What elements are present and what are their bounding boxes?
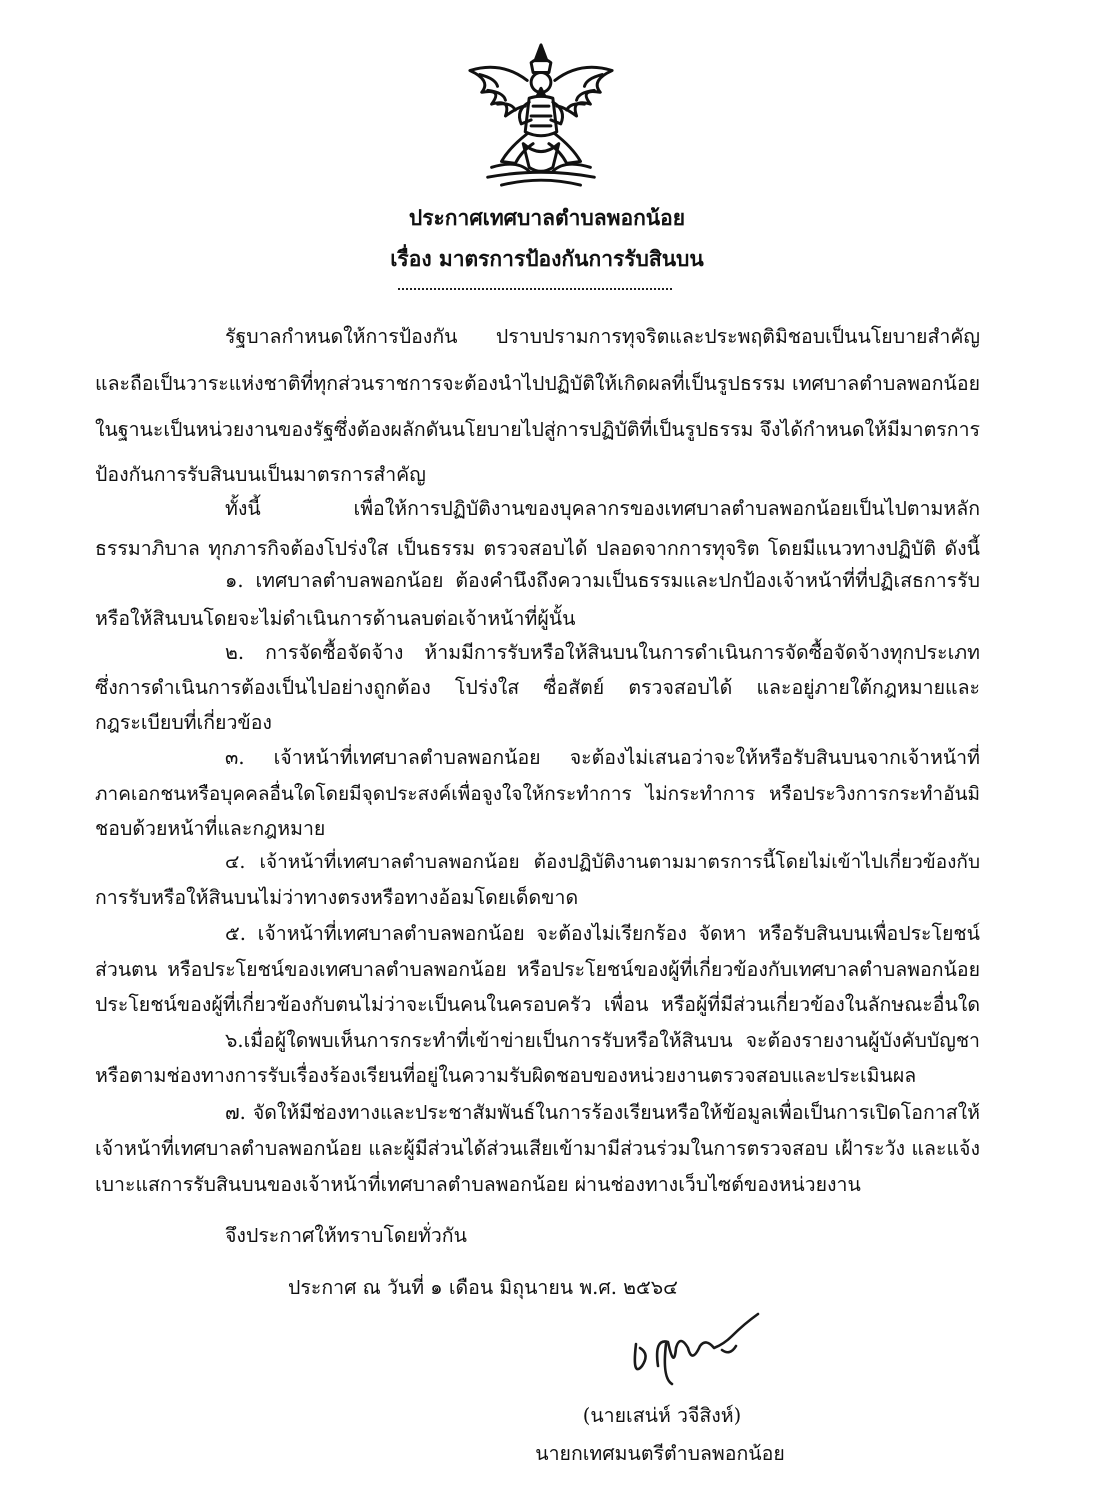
body-line: ทั้งนี้ เพื่อให้การปฏิบัติงานของบุคลากรของเทศบาลตำบลพอกน้อยเป็นไปตามหลัก: [225, 497, 980, 520]
list-item-5: ๕. เจ้าหน้าที่เทศบาลตำบลพอกน้อย จะต้องไม่เรียกร้อง จัดหา หรือรับสินบนเพื่อประโยชน์: [225, 922, 980, 945]
body-line: กฎระเบียบที่เกี่ยวข้อง: [95, 711, 272, 734]
list-item-6: ๖.เมื่อผู้ใดพบเห็นการกระทำที่เข้าข่ายเป็นการรับหรือให้สินบน จะต้องรายงานผู้บังคับบัญชา: [225, 1029, 980, 1052]
announcement-subject: เรื่อง มาตรการป้องกันการรับสินบน: [390, 246, 704, 271]
handwritten-signature: [628, 1308, 763, 1388]
body-line: ซึ่งการดำเนินการต้องเป็นไปอย่างถูกต้อง โปร่งใส ซื่อสัตย์ ตรวจสอบได้ และอยู่ภายใต้กฎหมายและ: [95, 676, 980, 699]
body-line: ธรรมาภิบาล ทุกภารกิจต้องโปร่งใส เป็นธรรม ตรวจสอบได้ ปลอดจากการทุจริต โดยมีแนวทางปฏิบัติ ดังนี้: [95, 537, 980, 560]
announcement-title: ประกาศเทศบาลตำบลพอกน้อย: [408, 205, 686, 230]
list-item-1: ๑. เทศบาลตำบลพอกน้อย ต้องคำนึงถึงความเป็นธรรมและปกป้องเจ้าหน้าที่ที่ปฏิเสธการรับ: [225, 569, 980, 592]
body-line: ส่วนตน หรือประโยชน์ของเทศบาลตำบลพอกน้อย หรือประโยชน์ของผู้ที่เกี่ยวข้องกับเทศบาลตำบลพอกน้อย: [95, 958, 980, 981]
body-line: เบาะแสการรับสินบนของเจ้าหน้าที่เทศบาลตำบลพอกน้อย ผ่านช่องทางเว็บไซต์ของหน่วยงาน: [95, 1173, 861, 1196]
garuda-emblem-icon: [462, 40, 620, 190]
announce-date: ประกาศ ณ วันที่ ๑ เดือน มิถุนายน พ.ศ. ๒๕๖๔: [288, 1276, 678, 1299]
body-line: ป้องกันการรับสินบนเป็นมาตรการสำคัญ: [95, 463, 426, 486]
body-line: ในฐานะเป็นหน่วยงานของรัฐซึ่งต้องผลักดันนโยบายไปสู่การปฏิบัติที่เป็นรูปธรรม จึงได้กำหนดให้มีมาตรการ: [95, 418, 980, 441]
list-item-7: ๗. จัดให้มีช่องทางและประชาสัมพันธ์ในการร้องเรียนหรือให้ข้อมูลเพื่อเป็นการเปิดโอกาสให้: [225, 1101, 980, 1124]
body-line: และถือเป็นวาระแห่งชาติที่ทุกส่วนราชการจะต้องนำไปปฏิบัติให้เกิดผลที่เป็นรูปธรรม เทศบาลตำบลพอกน้อย: [95, 372, 980, 395]
body-line: รัฐบาลกำหนดให้การป้องกัน ปราบปรามการทุจริตและประพฤติมิชอบเป็นนโยบายสำคัญ: [225, 325, 980, 348]
body-line: หรือให้สินบนโดยจะไม่ดำเนินการด้านลบต่อเจ้าหน้าที่ผู้นั้น: [95, 607, 576, 630]
list-item-2: ๒. การจัดซื้อจัดจ้าง ห้ามมีการรับหรือให้สินบนในการดำเนินการจัดซื้อจัดจ้างทุกประเภท: [225, 641, 980, 664]
body-line: เจ้าหน้าที่เทศบาลตำบลพอกน้อย และผู้มีส่วนได้ส่วนเสียเข้ามามีส่วนร่วมในการตรวจสอบ เฝ้าระวัง และแจ้ง: [95, 1137, 980, 1160]
signatory-title: นายกเทศมนตรีตำบลพอกน้อย: [535, 1442, 785, 1465]
title-separator: [398, 288, 672, 290]
body-line: ภาคเอกชนหรือบุคคลอื่นใดโดยมีจุดประสงค์เพื่อจูงใจให้กระทำการ ไม่กระทำการ หรือประวิงการกระทำอันมิ: [95, 783, 980, 805]
body-line: ประโยชน์ของผู้ที่เกี่ยวข้องกับตนไม่ว่าจะเป็นคนในครอบครัว เพื่อน หรือผู้ที่มีส่วนเกี่ยวข้องในลักษณะอื่นใด: [95, 993, 980, 1016]
body-line: ชอบด้วยหน้าที่และกฎหมาย: [95, 817, 326, 840]
list-item-3: ๓. เจ้าหน้าที่เทศบาลตำบลพอกน้อย จะต้องไม่เสนอว่าจะให้หรือรับสินบนจากเจ้าหน้าที่: [225, 746, 980, 769]
body-line: หรือตามช่องทางการรับเรื่องร้องเรียนที่อยู่ในความรับผิดชอบของหน่วยงานตรวจสอบและประเมินผล: [95, 1064, 917, 1087]
body-line: การรับหรือให้สินบนไม่ว่าทางตรงหรือทางอ้อมโดยเด็ดขาด: [95, 886, 579, 909]
list-item-4: ๔. เจ้าหน้าที่เทศบาลตำบลพอกน้อย ต้องปฏิบัติงานตามมาตรการนี้โดยไม่เข้าไปเกี่ยวข้องกับ: [225, 851, 980, 873]
closing-line: จึงประกาศให้ทราบโดยทั่วกัน: [225, 1224, 467, 1247]
signatory-name: (นายเสน่ห์ วจีสิงห์): [582, 1404, 742, 1427]
